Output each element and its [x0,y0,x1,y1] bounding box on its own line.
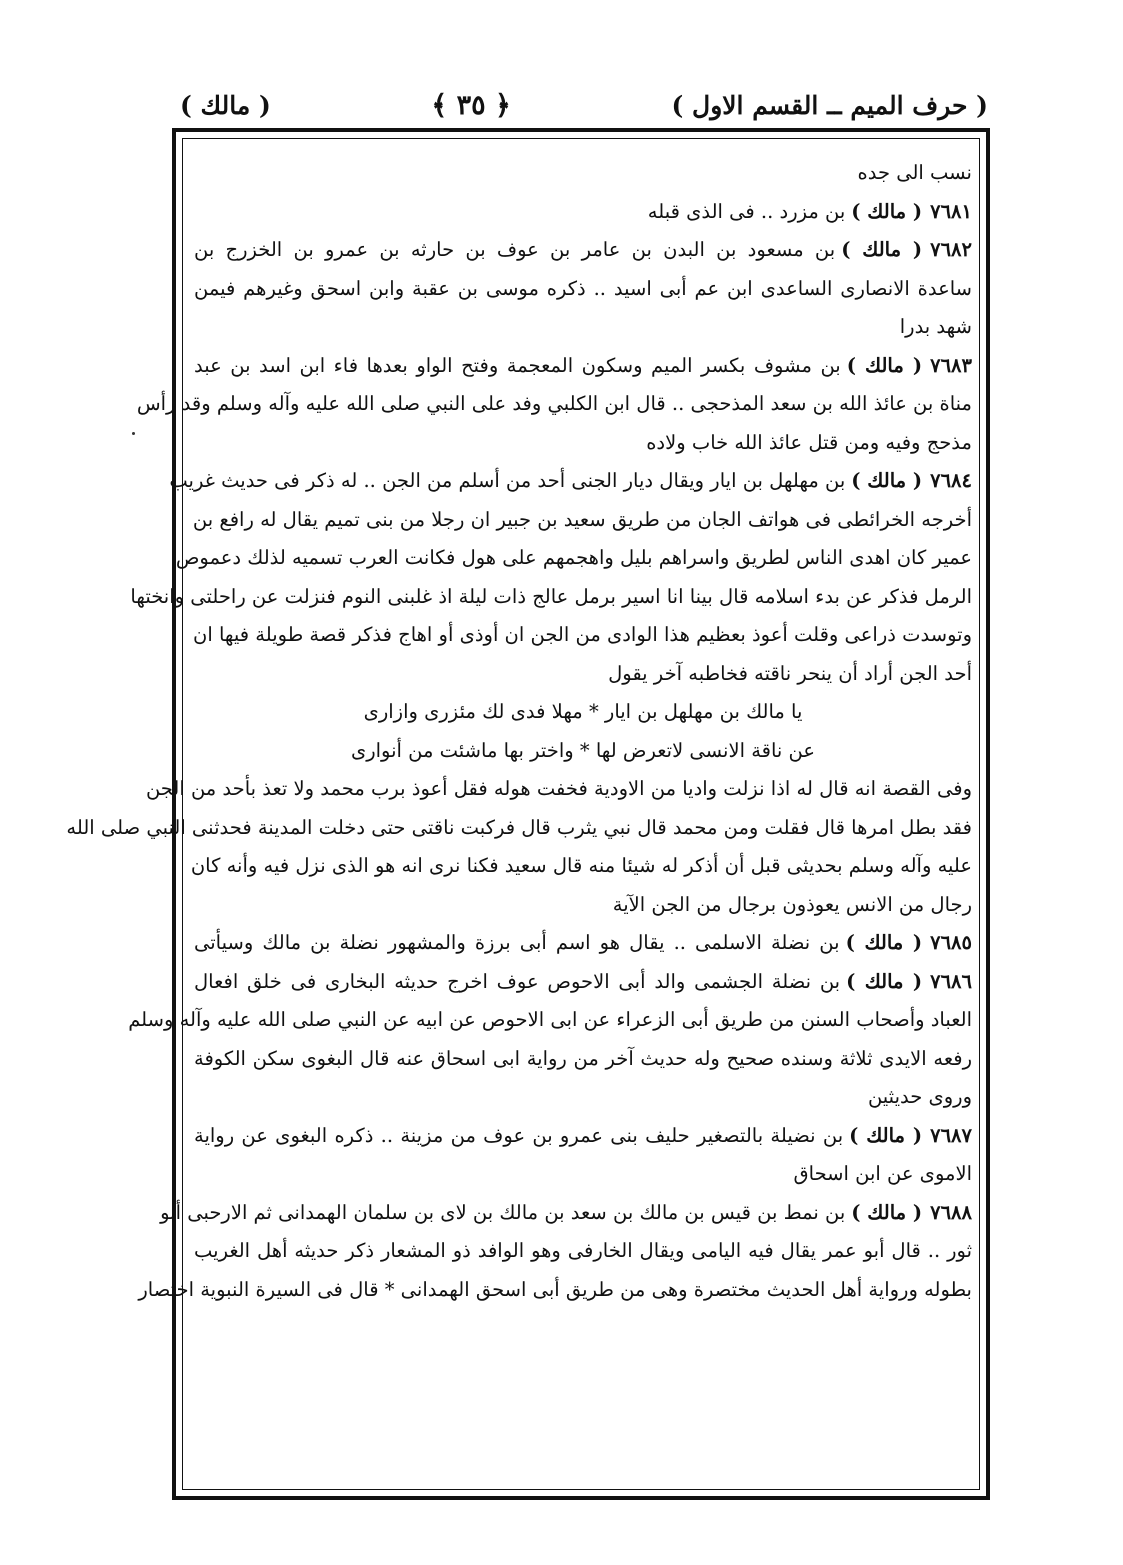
text-line [128,1001,972,1040]
line-text: أحد الجن أراد أن ينحر ناقته فخاطبه آخر يقول [608,661,972,685]
text-line [194,308,972,347]
running-head-entry: ( مالك ) [180,90,271,120]
line-text: وتوسدت ذراعى وقلت أعوذ بعظيم هذا الوادى من الجن ان أوذى أو اهاج فذكر قصة طويلة فيها ان [193,623,972,646]
entry-name: ( مالك ) [846,969,923,993]
line-text: بن نمط بن قيس بن مالك بن سعد بن مالك بن لاى بن سلمان الهمدانى ثم الارحبى أبو [160,1200,846,1224]
line-text: مذحج وفيه ومن قتل عائذ الله خاب ولاده [646,430,972,454]
line-text: ساعدة الانصارى الساعدى ابن عم أبى اسيد .. ذكره موسى بن عقبة وابن اسحق وغيرهم فيمن [194,276,972,300]
line-text: الاموى عن ابن اسحاق [793,1162,972,1185]
page-number: ﴿ ٣٥ ﴾ [431,89,511,121]
line-text: الرمل فذكر عن بدء اسلامه قال بينا انا اسير برمل عالج ذات ليلة اذ غلبنى النوم فنزلت عن راحلتى وانختها [130,584,972,608]
entry-name: ( مالك ) [851,199,923,223]
entry-name: ( مالك ) [851,1200,923,1224]
line-text: رجال من الانس يعوذون برجال من الجن الآية [612,892,972,916]
text-line [138,1271,972,1310]
line-text: بن مشوف بكسر الميم وسكون المعجمة وفتح الواو بعدها فاء ابن اسد بن عبد [194,353,841,377]
scan-speck [132,432,135,435]
line-text: بن نضيلة بالتصغير حليف بنى عمرو بن عوف من مزينة .. ذكره البغوى عن رواية [194,1123,844,1147]
line-text: أخرجه الخرائطى فى هواتف الجان من طريق سعيد بن جبير ان رجلا من بنى تميم يقال له رافع بن [192,507,972,531]
entry-line [194,963,972,1002]
line-text: رفعه الايدى ثلاثة وسنده صحيح وله حديث آخر من رواية ابى اسحاق عنه قال البغوى سكن الكوفة [194,1046,972,1070]
line-text: عن ناقة الانسى لاتعرض لها * واختر بها ماشئت من أنوارى [350,738,816,762]
text-line [194,1232,972,1271]
text-line [194,616,972,655]
line-text: مناة بن عائذ الله بن سعد المذحجى .. قال ابن الكلبي وفد على النبي صلى الله عليه وآله وسلم وقد رأس [136,392,972,415]
line-text: وفى القصة انه قال له اذا نزلت واديا من الاودية فخفت هوله فقل أعوذ برب محمد ولا تعذ بأحد من الجن [145,777,972,800]
line-text: يا مالك بن مهلهل بن ايار * مهلا فدى لك مئزرى وازارى [363,700,803,723]
entry-name: ( مالك ) [849,1123,923,1147]
text-line [194,1040,972,1079]
verse-line [194,732,972,771]
text-line [194,886,972,925]
line-text: بن نضلة الاسلمى .. يقال هو اسم أبى برزة والمشهور نضلة بن مالك وسيأتى [194,931,840,954]
entry-line [194,193,972,232]
text-line [194,270,972,309]
text-line [194,154,972,193]
line-text: وروى حديثين [867,1085,972,1108]
line-text: نسب الى جده [857,161,972,184]
text-line [194,1078,972,1117]
entry-line [194,347,972,386]
line-text: عليه وآله وسلم بحديثى قبل أن أذكر له شيئا منه قال سعيد فكنا نرى انه هو الذى نزل فيه وأنه كان [190,854,972,877]
entry-number: ٧٦٨٥ [930,931,973,954]
entry-name: ( مالك ) [845,931,923,954]
line-text: ثور .. قال أبو عمر يقال فيه اليامى ويقال الخارفى وهو الوافد ذو المشعار ذكر حديثه أهل الغريب [194,1239,972,1262]
line-text: بن مزرد .. فى الذى قبله [647,199,846,223]
line-text: بن مسعود بن البدن بن عامر بن عوف بن حارثه بن عمرو بن الخزرج بن [194,238,836,261]
line-text: بن نضلة الجشمى والد أبى الاحوص عوف اخرج حديثه البخارى فى خلق افعال [194,969,841,993]
text-line [194,1155,972,1194]
entry-line [194,1117,972,1156]
line-text: العباد وأصحاب السنن من طريق أبى الزعراء عن ابى الاحوص عن ابيه عن النبي صلى الله عليه وآله وسلم [128,1008,972,1031]
text-line [194,424,972,463]
entry-number: ٧٦٨٧ [930,1123,972,1147]
entry-number: ٧٦٨١ [930,199,972,223]
line-text: فقد بطل امرها قال فقلت ومن محمد قال نبي يثرب قال فركبت ناقتى حتى دخلت المدينة فحدثنى النبي صلى الله [66,815,972,839]
line-text: بن مهلهل بن ايار ويقال ديار الجنى أحد من أسلم من الجن .. له ذكر فى حديث غريب [169,469,846,492]
verse-line [194,693,972,732]
entry-name: ( مالك ) [851,469,923,492]
line-text: عمير كان اهدى الناس لطريق واسراهم بليل واهجمهم على هول فكانت العرب تسميه لذلك دعموص [175,546,972,569]
line-text: شهد بدرا [899,315,972,338]
text-line [194,655,972,694]
line-text: بطوله ورواية أهل الحديث مختصرة وهى من طريق أبى اسحق الهمدانى * قال فى السيرة النبوية اختصار [138,1277,972,1301]
text-line [66,809,972,848]
entry-line [169,462,972,501]
entry-name: ( مالك ) [846,353,923,377]
entry-line [160,1194,972,1233]
body-text [66,154,973,1309]
section-title: ( حرف الميم ــ القسم الاول ) [671,90,988,120]
text-line [190,847,972,886]
entry-name: ( مالك ) [841,238,923,261]
text-line [130,578,972,617]
text-line [175,539,972,578]
entry-number: ٧٦٨٢ [930,238,972,261]
entry-line [194,231,972,270]
text-line [145,770,972,809]
entry-number: ٧٦٨٦ [930,969,972,993]
text-line [136,385,972,424]
entry-number: ٧٦٨٨ [930,1200,972,1224]
entry-number: ٧٦٨٤ [930,469,972,492]
entry-number: ٧٦٨٣ [930,353,973,377]
text-line [194,501,972,540]
page-header [180,84,988,126]
entry-line [194,924,972,963]
